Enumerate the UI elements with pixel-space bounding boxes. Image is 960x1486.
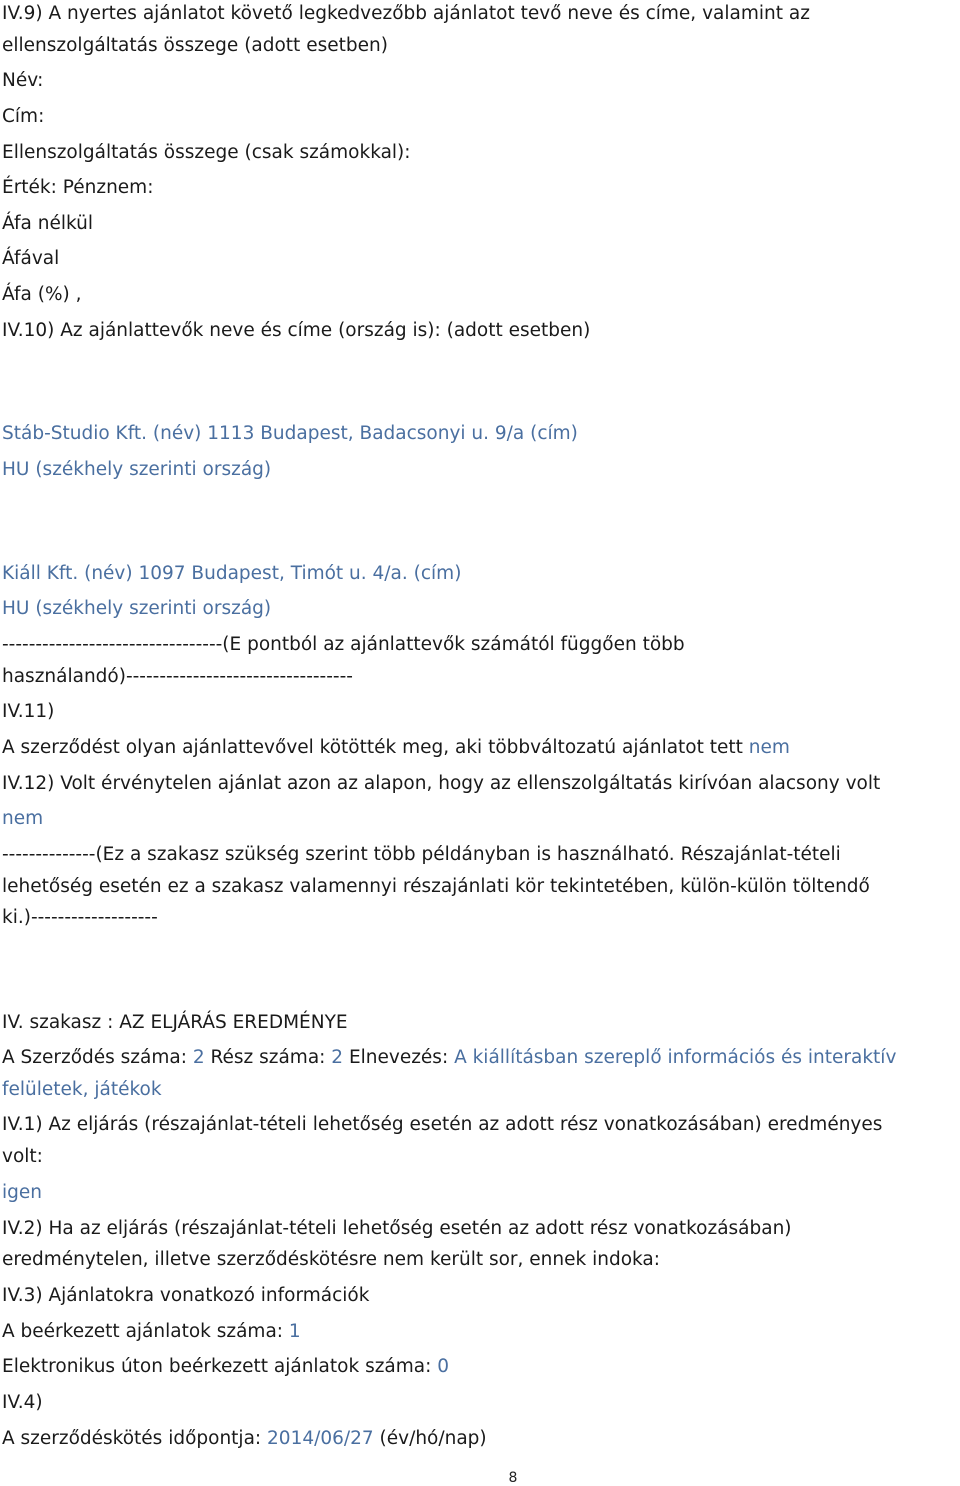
variant-offer-label: A szerződést olyan ajánlattevővel kötötték meg, aki többváltozatú ajánlatot tett [2, 737, 749, 758]
section-iv12-heading: IV.12) Volt érvénytelen ajánlat azon az alapon, hogy az ellenszolgáltatás kirívóan alacsony volt [2, 773, 881, 794]
variant-offer-value: nem [748, 737, 790, 758]
electronic-offers-line [2, 1356, 449, 1378]
section-iv1-heading: IV.1) Az eljárás (részajánlat-tételi lehetőség esetén az adott rész vonatkozásában) eredményes [2, 1114, 883, 1135]
separator-note-cont: használandó)---------------------------------- [2, 666, 353, 687]
page-number: 8 [508, 1470, 518, 1486]
section-iv-title: IV. szakasz : AZ ELJÁRÁS EREDMÉNYE [2, 1012, 348, 1033]
contract-date-label: A szerződéskötés időpontja: [2, 1428, 268, 1449]
procedure-successful-value: igen [2, 1182, 42, 1203]
section-iv10-heading: IV.10) Az ajánlattevők neve és címe (ország is): (adott esetben) [2, 320, 591, 341]
part-number-value: 2 [331, 1047, 344, 1068]
variant-offer-line [2, 737, 790, 759]
section-iv11-heading: IV.11) [2, 701, 55, 722]
bidder-2-country: HU (székhely szerinti ország) [2, 598, 272, 619]
section-iv2-heading: IV.2) Ha az eljárás (részajánlat-tételi lehetőség esetén az adott rész vonatkozásában) [2, 1218, 792, 1239]
contract-number-value: 2 [192, 1047, 205, 1068]
consideration-label: Ellenszolgáltatás összege (csak számokkal): [2, 142, 411, 163]
offers-received-line [2, 1321, 301, 1343]
title-label: Elnevezés: [343, 1047, 455, 1068]
abnormally-low-value: nem [2, 808, 44, 829]
separator-note: ---------------------------------(E pontból az ajánlattevők számától függően több [2, 634, 685, 655]
bidder-1-name-address: Stáb-Studio Kft. (név) 1113 Budapest, Badacsonyi u. 9/a (cím) [2, 423, 578, 444]
title-value-cont: felületek, játékok [2, 1079, 162, 1100]
contract-info-line [2, 1047, 896, 1069]
part-number-label: Rész száma: [204, 1047, 332, 1068]
section-iv9-heading-cont: ellenszolgáltatás összege (adott esetben) [2, 35, 388, 56]
contract-number-label: A Szerződés száma: [2, 1047, 193, 1068]
section-iv4-heading: IV.4) [2, 1392, 43, 1413]
contract-date-line [2, 1428, 487, 1450]
section-iv2-heading-cont: eredménytelen, illetve szerződéskötésre nem került sor, ennek indoka: [2, 1249, 660, 1270]
contract-date-format: (év/hó/nap) [373, 1428, 487, 1449]
section-iv3-heading: IV.3) Ajánlatokra vonatkozó információk [2, 1285, 370, 1306]
bidder-1-country: HU (székhely szerinti ország) [2, 459, 272, 480]
offers-received-label: A beérkezett ajánlatok száma: [2, 1321, 289, 1342]
bidder-2-name-address: Kiáll Kft. (név) 1097 Budapest, Timót u. 4/a. (cím) [2, 563, 462, 584]
electronic-offers-value: 0 [437, 1356, 450, 1377]
title-value: A kiállításban szereplő információs és interaktív [454, 1047, 897, 1068]
address-label: Cím: [2, 106, 45, 127]
multi-copy-note: --------------(Ez a szakasz szükség szerint több példányban is használható. Részajánlat-tételi [2, 844, 841, 865]
vat-excluded-label: Áfa nélkül [2, 213, 93, 234]
offers-received-value: 1 [288, 1321, 301, 1342]
value-currency-label: Érték: Pénznem: [2, 177, 154, 198]
multi-copy-note-end: ki.)------------------- [2, 907, 158, 928]
name-label: Név: [2, 70, 44, 91]
vat-percent-label: Áfa (%) , [2, 284, 82, 305]
multi-copy-note-cont: lehetőség esetén ez a szakasz valamennyi részajánlati kör tekintetében, külön-külön töltendő [2, 876, 870, 897]
vat-included-label: Áfával [2, 248, 60, 269]
contract-date-value: 2014/06/27 [267, 1428, 374, 1449]
electronic-offers-label: Elektronikus úton beérkezett ajánlatok száma: [2, 1356, 438, 1377]
section-iv1-heading-cont: volt: [2, 1146, 43, 1167]
section-iv9-heading: IV.9) A nyertes ajánlatot követő legkedvezőbb ajánlatot tevő neve és címe, valamint az [2, 3, 810, 24]
